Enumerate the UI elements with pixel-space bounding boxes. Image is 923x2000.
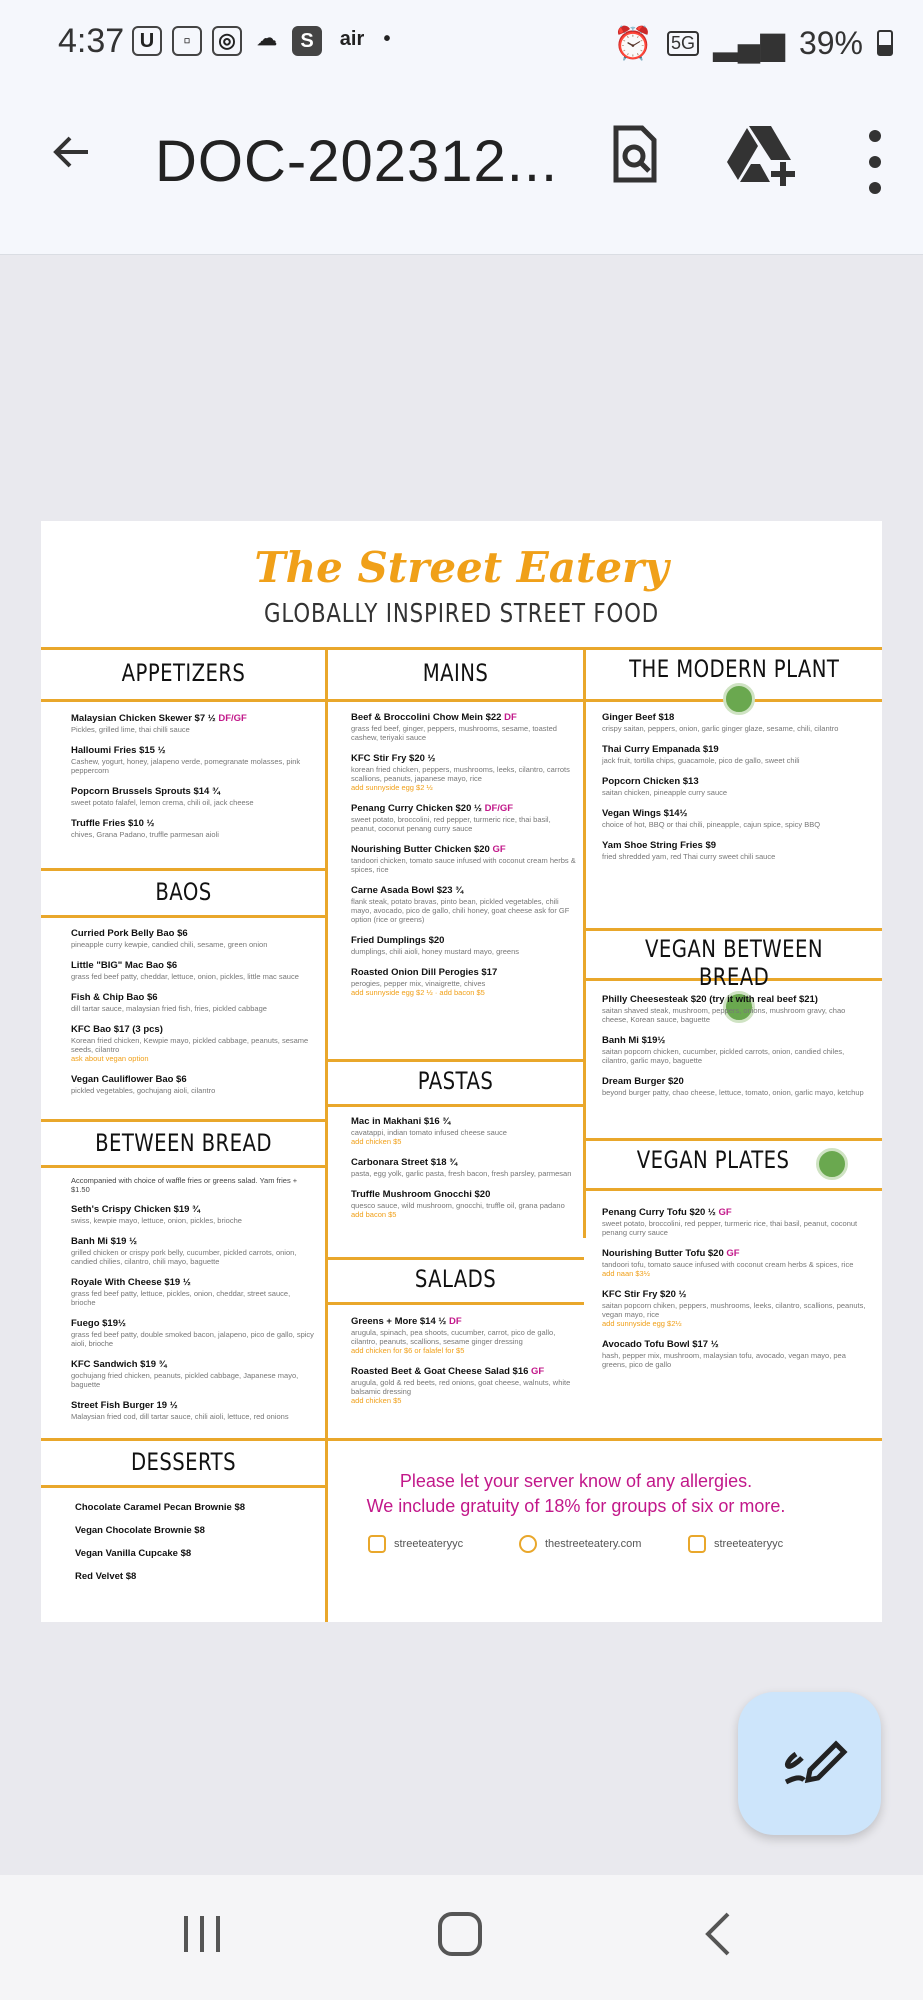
website-url: thestreeteatery.com [545, 1538, 642, 1550]
menu-item-name: Fish & Chip Bao $6 [71, 992, 158, 1003]
menu-item-title [351, 935, 576, 946]
signal-icon: ▂▄▆ [713, 25, 785, 61]
between-bread-list [71, 1176, 316, 1432]
menu-item [71, 1318, 316, 1348]
menu-item [71, 713, 316, 734]
menu-item [351, 1366, 576, 1405]
facebook-icon [688, 1535, 706, 1553]
divider [41, 647, 882, 650]
menu-item-title [602, 1289, 872, 1300]
more-notifications-icon: • [383, 28, 391, 50]
menu-item-name: Royale With Cheese $19 ½ [71, 1277, 191, 1288]
menu-item-name: Dream Burger $20 [602, 1076, 684, 1087]
globe-icon [519, 1535, 537, 1553]
menu-item [71, 928, 316, 949]
menu-item-name: Philly Cheesesteak $20 (try it with real beef $21) [602, 994, 818, 1005]
menu-item-title [71, 1277, 316, 1288]
menu-item-name: Red Velvet $8 [75, 1571, 137, 1582]
menu-item [602, 1339, 872, 1369]
divider [41, 868, 326, 871]
dietary-tag: GF [531, 1366, 545, 1377]
menu-item-description: saitan popcorn chiken, peppers, mushrooms, leeks, cilantro, scallions, peanuts, vegan mayo, rice [602, 1301, 866, 1319]
menu-item [602, 776, 872, 797]
menu-item-description: tandoori chicken, tomato sauce infused with coconut cream herbs & spices, rice [351, 856, 576, 874]
menu-item [602, 1248, 872, 1278]
restaurant-tagline: GLOBALLY INSPIRED STREET FOOD [264, 599, 659, 629]
menu-item-name: Banh Mi $19½ [602, 1035, 666, 1046]
menu-item-title [71, 713, 316, 724]
menu-item-title [71, 928, 316, 939]
document-page [41, 521, 882, 1622]
menu-item-name: Banh Mi $19 ½ [71, 1236, 137, 1247]
social-website [519, 1535, 641, 1553]
menu-item [602, 840, 872, 861]
section-header-modern-plant [586, 655, 882, 715]
menu-item-description: chives, Grana Padano, truffle parmesan aioli [71, 830, 219, 839]
menu-item-description: sweet potato, broccolini, red pepper, turmeric rice, thai basil, peanut, coconut penang curry sauce [602, 1219, 858, 1237]
menu-item [351, 1116, 576, 1146]
menu-item-description: grilled chicken or crispy pork belly, cucumber, pickled carrots, onion, candied chilies, cilantro, chili mayo, baguette [71, 1248, 297, 1266]
voicemail-icon: ▫ [172, 26, 202, 56]
menu-item-description: Malaysian fried cod, dill tartar sauce, chili aioli, lettuce, red onions [71, 1412, 289, 1421]
section-title-pastas: PASTAS [417, 1067, 494, 1095]
menu-item-description: saitan chicken, pineapple curry sauce [602, 788, 728, 797]
dietary-tag: DF/GF [218, 713, 247, 724]
menu-item-title [71, 1024, 316, 1035]
menu-item-description: dill tartar sauce, malaysian fried fish, fries, pickled cabbage [71, 1004, 267, 1013]
section-title-between-bread: BETWEEN BREAD [95, 1129, 272, 1157]
menu-item-addon: add sunnyside egg $2 ½ · add bacon $5 [351, 988, 485, 997]
menu-item-name: Fuego $19½ [71, 1318, 126, 1329]
menu-item-addon: add naan $3½ [602, 1269, 650, 1278]
menu-item-title [602, 712, 872, 723]
menu-item-addon: add sunnyside egg $2½ [602, 1319, 682, 1328]
search-document-icon[interactable] [600, 120, 670, 190]
modern-plant-list [602, 712, 872, 872]
document-title: DOC-202312... [155, 129, 559, 194]
divider [41, 915, 326, 918]
menu-item-name: Curried Pork Belly Bao $6 [71, 928, 188, 939]
menu-item-name: Beef & Broccolini Chow Mein $22 [351, 712, 502, 723]
pen-scribble-icon [738, 1692, 881, 1835]
menu-item-title [71, 1359, 316, 1370]
section-title-modern-plant: THE MODERN PLANT [628, 655, 840, 683]
menu-item-title [71, 1204, 316, 1215]
menu-item-name: Little "BIG" Mac Bao $6 [71, 960, 178, 971]
section-title-appetizers: APPETIZERS [121, 659, 246, 687]
menu-item-addon: add sunnyside egg $2 ½ [351, 783, 433, 792]
menu-item-name: Penang Curry Chicken $20 ½ [351, 803, 482, 814]
section-title-vegan-plates: VEGAN PLATES [636, 1146, 790, 1174]
vegan-plates-list [602, 1207, 872, 1380]
section-title-mains: MAINS [422, 659, 489, 687]
menu-item-name: Truffle Mushroom Gnocchi $20 [351, 1189, 491, 1200]
menu-item-name: Popcorn Brussels Sprouts $14 ¾ [71, 786, 220, 797]
menu-item-title [71, 960, 316, 971]
facebook-handle: streeteateryyc [714, 1538, 784, 1550]
dietary-tag: GF [726, 1248, 740, 1259]
app-bar [0, 90, 923, 255]
vegan-leaf-icon [816, 1148, 848, 1180]
menu-item-description: pickled vegetables, gochujang aioli, cilantro [71, 1086, 216, 1095]
menu-item-title [351, 1157, 576, 1168]
section-title-salads: SALADS [414, 1265, 497, 1293]
menu-item-name: Avocado Tofu Bowl $17 ½ [602, 1339, 719, 1350]
instagram-icon [368, 1535, 386, 1553]
menu-item-title [71, 1400, 316, 1411]
menu-item-description: grass fed beef, ginger, peppers, mushrooms, sesame, toasted cashew, teriyaki sauce [351, 724, 557, 742]
menu-item-description: perogies, pepper mix, vinaigrette, chives [351, 979, 486, 988]
menu-item-title [71, 1236, 316, 1247]
menu-item [602, 712, 872, 733]
menu-item [602, 1207, 872, 1237]
menu-item-name: Roasted Beet & Goat Cheese Salad $16 [351, 1366, 529, 1377]
menu-item-name: Nourishing Butter Tofu $20 [602, 1248, 724, 1259]
menu-item-addon: add chicken for $6 or falafel for $5 [351, 1346, 465, 1355]
menu-item-title [351, 885, 576, 896]
menu-item-description: Pickles, grilled lime, thai chilli sauce [71, 725, 190, 734]
menu-item-name: Carbonara Street $18 ¾ [351, 1157, 458, 1168]
menu-item-description: flank steak, potato bravas, pinto bean, pickled vegetables, chili mayo, avocado, pico de gallo, chili honey, goat cheese ask for GF option (rice or greens) [351, 897, 570, 924]
menu-item-description: swiss, kewpie mayo, lettuce, onion, pickles, brioche [71, 1216, 242, 1225]
menu-item-description: dumplings, chili aioli, honey mustard mayo, greens [351, 947, 519, 956]
u-app-icon: U [132, 26, 162, 56]
menu-item [71, 1277, 316, 1307]
menu-item-title [71, 786, 316, 797]
back-button[interactable] [700, 1910, 736, 1963]
menu-item [351, 803, 576, 833]
menu-item [351, 1316, 576, 1355]
menu-item-name: Halloumi Fries $15 ½ [71, 745, 166, 756]
menu-item [351, 753, 576, 792]
divider [41, 1119, 326, 1122]
instagram-handle: streeteateryyc [394, 1538, 464, 1550]
menu-item-name: Fried Dumplings $20 [351, 935, 445, 946]
back-arrow-icon[interactable] [48, 128, 96, 188]
vegan-leaf-icon [723, 683, 755, 715]
menu-item-name: Chocolate Caramel Pecan Brownie $8 [75, 1502, 246, 1513]
menu-item-description: pineapple curry kewpie, candied chili, sesame, green onion [71, 940, 268, 949]
battery-icon [877, 30, 893, 56]
notification-icons [132, 26, 392, 56]
menu-item [351, 1157, 576, 1178]
menu-item-description: jack fruit, tortilla chips, guacamole, pico de gallo, sweet chili [602, 756, 800, 765]
menu-item [71, 1024, 316, 1063]
vegan-bread-list [602, 994, 872, 1108]
menu-item-description: choice of hot, BBQ or thai chili, pineapple, cajun spice, spicy BBQ [602, 820, 821, 829]
menu-item-description: fried shredded yam, red Thai curry sweet chili sauce [602, 852, 776, 861]
divider [41, 1165, 326, 1168]
dietary-tag: GF [718, 1207, 732, 1218]
menu-item [71, 1359, 316, 1389]
menu-item-description: saitan shaved steak, mushroom, peppers, onions, mushroom gravy, chao cheese, Korean sauce, baguette [602, 1006, 846, 1024]
system-nav-bar [0, 1875, 923, 2000]
menu-item [71, 1204, 316, 1225]
menu-item [71, 992, 316, 1013]
menu-item-title [602, 1248, 872, 1259]
menu-item-description: sweet potato falafel, lemon crema, chili oil, jack cheese [71, 798, 254, 807]
network-type: 5G [667, 31, 699, 56]
air-app-icon: air [339, 28, 365, 50]
menu-item-title [351, 803, 576, 814]
menu-item [351, 967, 576, 997]
divider [325, 1059, 584, 1062]
menu-item [71, 786, 316, 807]
menu-item-name: Mac in Makhani $16 ¾ [351, 1116, 451, 1127]
menu-item-description: arugula, spinach, pea shoots, cucumber, carrot, pico de gallo, cilantro, peanuts, scallions, sesame ginger dressing [351, 1328, 556, 1346]
menu-item-name: Vegan Wings $14½ [602, 808, 688, 819]
menu-item [71, 960, 316, 981]
menu-item [71, 1236, 316, 1266]
menu-item-name: Malaysian Chicken Skewer $7 ½ [71, 713, 216, 724]
menu-item [351, 1189, 576, 1219]
mains-list [351, 712, 576, 1008]
menu-item-name: Popcorn Chicken $13 [602, 776, 699, 787]
menu-item-name: Thai Curry Empanada $19 [602, 744, 719, 755]
instagram-icon: ◎ [212, 26, 242, 56]
between-bread-note: Accompanied with choice of waffle fries or greens salad. Yam fries + $1.50 [71, 1176, 298, 1194]
cloud-icon: ☁ [257, 28, 277, 50]
section-title-vegan-bread: VEGAN BETWEEN BREAD [645, 935, 823, 991]
menu-item-name: Vegan Vanilla Cupcake $8 [75, 1548, 192, 1559]
divider [583, 1138, 882, 1141]
menu-item-description: sweet potato, broccolini, red pepper, turmeric rice, thai basil, peanut, coconut penang curry sauce [351, 815, 551, 833]
menu-item-name: Nourishing Butter Chicken $20 [351, 844, 490, 855]
divider [325, 1257, 584, 1260]
menu-item [71, 1400, 316, 1421]
menu-item-title [351, 1366, 576, 1377]
dietary-tag: GF [492, 844, 506, 855]
menu-item [602, 994, 872, 1024]
menu-item-addon: add chicken $5 [351, 1137, 402, 1146]
menu-item-title [351, 967, 576, 978]
status-bar [0, 0, 923, 90]
divider [583, 1188, 882, 1191]
allergy-line-1: Please let your server know of any allergies. [399, 1471, 753, 1491]
menu-item-name: Street Fish Burger 19 ½ [71, 1400, 178, 1411]
menu-item-title [602, 1339, 872, 1350]
appetizers-list [71, 713, 316, 850]
section-header-vegan-plates [586, 1146, 882, 1180]
menu-item-title [351, 753, 576, 764]
menu-item-name: Truffle Fries $10 ½ [71, 818, 155, 829]
menu-item [351, 885, 576, 924]
menu-item-description: crispy saitan, peppers, onion, garlic ginger glaze, sesame, chili, cilantro [602, 724, 839, 733]
menu-item-title [71, 992, 316, 1003]
menu-item-name: Greens + More $14 ½ [351, 1316, 447, 1327]
menu-item-name: Ginger Beef $18 [602, 712, 675, 723]
menu-item-name: Vegan Cauliflower Bao $6 [71, 1074, 187, 1085]
menu-item [602, 1076, 872, 1097]
menu-item [602, 1289, 872, 1328]
menu-item [71, 745, 316, 775]
menu-item-description: hash, pepper mix, mushroom, malaysian tofu, avocado, vegan mayo, pea greens, pico de gallo [602, 1351, 846, 1369]
menu-item-addon: ask about vegan option [71, 1054, 149, 1063]
menu-item-description: korean fried chicken, peppers, mushrooms, leeks, cilantro, carrots scallions, peanuts, japanese mayo, rice [351, 765, 570, 783]
menu-item [351, 712, 576, 742]
menu-item-description: cavatappi, indian tomato infused cheese sauce [351, 1128, 507, 1137]
menu-item-title [602, 808, 872, 819]
menu-item-description: Cashew, yogurt, honey, jalapeno verde, pomegranate molasses, pink peppercorn [71, 757, 301, 775]
edit-fab-button[interactable] [738, 1692, 881, 1835]
menu-item-title [71, 745, 316, 756]
more-options-icon[interactable] [869, 130, 883, 208]
dietary-tag: DF/GF [484, 803, 514, 814]
s-app-icon: S [292, 26, 322, 56]
add-to-drive-icon[interactable] [725, 120, 795, 190]
menu-item [351, 935, 576, 956]
menu-item [602, 808, 872, 829]
menu-item-name: Roasted Onion Dill Perogies $17 [351, 967, 498, 978]
divider [325, 1104, 584, 1107]
section-title-desserts: DESSERTS [130, 1448, 237, 1476]
divider [325, 1302, 584, 1305]
status-time: 4:37 [58, 22, 125, 60]
menu-item-title [602, 744, 872, 755]
divider [41, 1438, 882, 1441]
allergy-notice [270, 1469, 882, 1519]
menu-item-title [71, 1074, 316, 1085]
menu-item-name: Penang Curry Tofu $20 ½ [602, 1207, 716, 1218]
menu-item [602, 1035, 872, 1065]
menu-item-title [602, 994, 872, 1005]
menu-item-title [351, 1316, 576, 1327]
menu-item-description: grass fed beef patty, lettuce, pickles, onion, cheddar, street sauce, brioche [71, 1289, 291, 1307]
menu-item-description: arugula, gold & red beets, red onions, goat cheese, walnuts, white balsamic dressing [351, 1378, 571, 1396]
baos-list [71, 928, 316, 1106]
menu-item-title [602, 840, 872, 851]
menu-item-description: Korean fried chicken, Kewpie mayo, pickled cabbage, peanuts, sesame seeds, cilantro [71, 1036, 309, 1054]
menu-item-description: gochujang fried chicken, peanuts, pickled cabbage, Japanese mayo, baguette [71, 1371, 299, 1389]
menu-item-name: Seth's Crispy Chicken $19 ¾ [71, 1204, 200, 1215]
menu-item-description: saitan popcorn chicken, cucumber, pickled carrots, onion, candied chiles, cilantro, garlic mayo, baguette [602, 1047, 845, 1065]
system-status [613, 24, 893, 62]
menu-item-title [602, 1035, 872, 1046]
menu-item [351, 844, 576, 874]
menu-item-title [351, 844, 576, 855]
menu-item-addon: add chicken $5 [351, 1396, 402, 1405]
menu-item-title [351, 1116, 576, 1127]
section-title-baos: BAOS [155, 878, 212, 906]
menu-item-description: quesco sauce, wild mushroom, gnocchi, truffle oil, grana padano [351, 1201, 565, 1210]
menu-item-addon: add bacon $5 [351, 1210, 397, 1219]
menu-item-name: Yam Shoe String Fries $9 [602, 840, 717, 851]
menu-item [71, 818, 316, 839]
recent-apps-button[interactable] [180, 1910, 224, 1963]
gratuity-line: We include gratuity of 18% for groups of six or more. [366, 1496, 786, 1516]
menu-item-title [351, 712, 576, 723]
menu-item-description: tandoori tofu, tomato sauce infused with coconut cream herbs & spices, rice [602, 1260, 854, 1269]
alarm-icon: ⏰ [613, 25, 654, 61]
menu-item-description: beyond burger patty, chao cheese, lettuce, tomato, onion, garlic mayo, ketchup [602, 1088, 864, 1097]
pastas-list [351, 1116, 576, 1230]
battery-level: 39% [798, 24, 863, 61]
menu-item-title [71, 818, 316, 829]
menu-item-title [602, 1076, 872, 1087]
salads-list [351, 1316, 576, 1416]
social-instagram [368, 1535, 463, 1553]
menu-item-title [71, 1318, 316, 1329]
menu-item-description: pasta, egg yolk, garlic pasta, fresh bacon, fresh parsley, parmesan [351, 1169, 572, 1178]
divider [583, 928, 882, 931]
menu-item-title [602, 776, 872, 787]
restaurant-name: The Street Eatery [254, 543, 669, 592]
menu-item-title [602, 1207, 872, 1218]
menu-item-title [351, 1189, 576, 1200]
social-facebook [688, 1535, 783, 1553]
menu-item-name: KFC Stir Fry $20 ½ [351, 753, 436, 764]
home-button[interactable] [436, 1910, 484, 1963]
menu-item [71, 1074, 316, 1095]
menu-item-name: Vegan Chocolate Brownie $8 [75, 1525, 205, 1536]
menu-item-name: Carne Asada Bowl $23 ¾ [351, 885, 464, 896]
menu-item-name: KFC Bao $17 (3 pcs) [71, 1024, 163, 1035]
menu-item-name: KFC Sandwich $19 ¾ [71, 1359, 167, 1370]
menu-item-description: grass fed beef patty, cheddar, lettuce, onion, pickles, little mac sauce [71, 972, 299, 981]
menu-item [602, 744, 872, 765]
dietary-tag: DF [504, 712, 517, 723]
dietary-tag: DF [448, 1316, 462, 1327]
menu-item-description: grass fed beef patty, double smoked bacon, jalapeno, pico de gallo, spicy aioli, brioche [71, 1330, 314, 1348]
menu-item-name: KFC Stir Fry $20 ½ [602, 1289, 687, 1300]
